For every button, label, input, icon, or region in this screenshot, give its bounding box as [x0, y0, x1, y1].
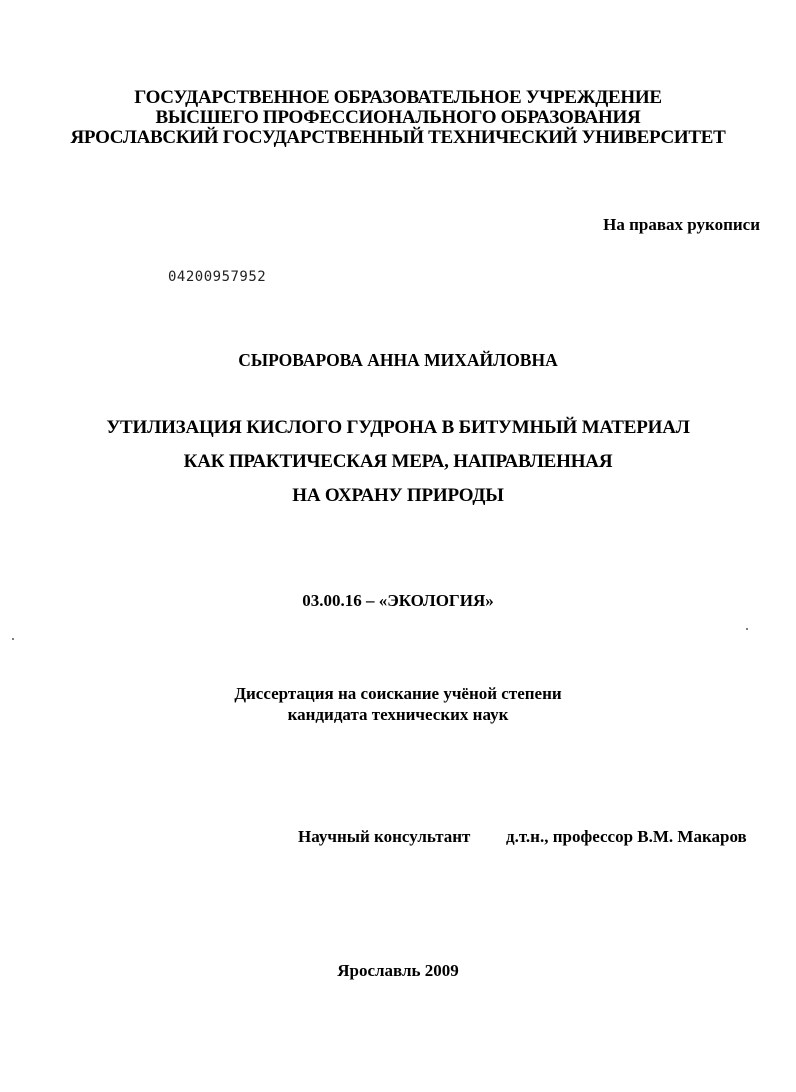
place-and-year: Ярославль 2009	[337, 961, 459, 980]
specialty-code: 03.00.16 – «ЭКОЛОГИЯ»	[302, 591, 494, 610]
institution-line-3: ЯРОСЛАВСКИЙ ГОСУДАРСТВЕННЫЙ ТЕХНИЧЕСКИЙ УНИВЕРСИТЕТ	[70, 127, 726, 148]
manuscript-note: На правах рукописи	[603, 215, 760, 234]
degree-line-2: кандидата технических наук	[287, 705, 509, 724]
institution-line-1: ГОСУДАРСТВЕННОЕ ОБРАЗОВАТЕЛЬНОЕ УЧРЕЖДЕНИЕ	[134, 87, 662, 108]
scan-speck	[746, 628, 748, 630]
advisor-label: Научный консультант	[298, 827, 471, 846]
degree-line-1: Диссертация на соискание учёной степени	[234, 684, 562, 703]
institution-line-2: ВЫСШЕГО ПРОФЕССИОНАЛЬНОГО ОБРАЗОВАНИЯ	[155, 107, 641, 128]
advisor-name: д.т.н., профессор В.М. Макаров	[506, 827, 747, 846]
scan-speck	[12, 638, 14, 640]
author-name: СЫРОВАРОВА АННА МИХАЙЛОВНА	[238, 350, 558, 370]
thesis-title-line-1: УТИЛИЗАЦИЯ КИСЛОГО ГУДРОНА В БИТУМНЫЙ МАТЕРИАЛ	[106, 417, 690, 438]
thesis-title-line-2: КАК ПРАКТИЧЕСКАЯ МЕРА, НАПРАВЛЕННАЯ	[183, 451, 613, 472]
library-code: 04200957952	[168, 269, 267, 285]
thesis-title-line-3: НА ОХРАНУ ПРИРОДЫ	[292, 485, 504, 506]
